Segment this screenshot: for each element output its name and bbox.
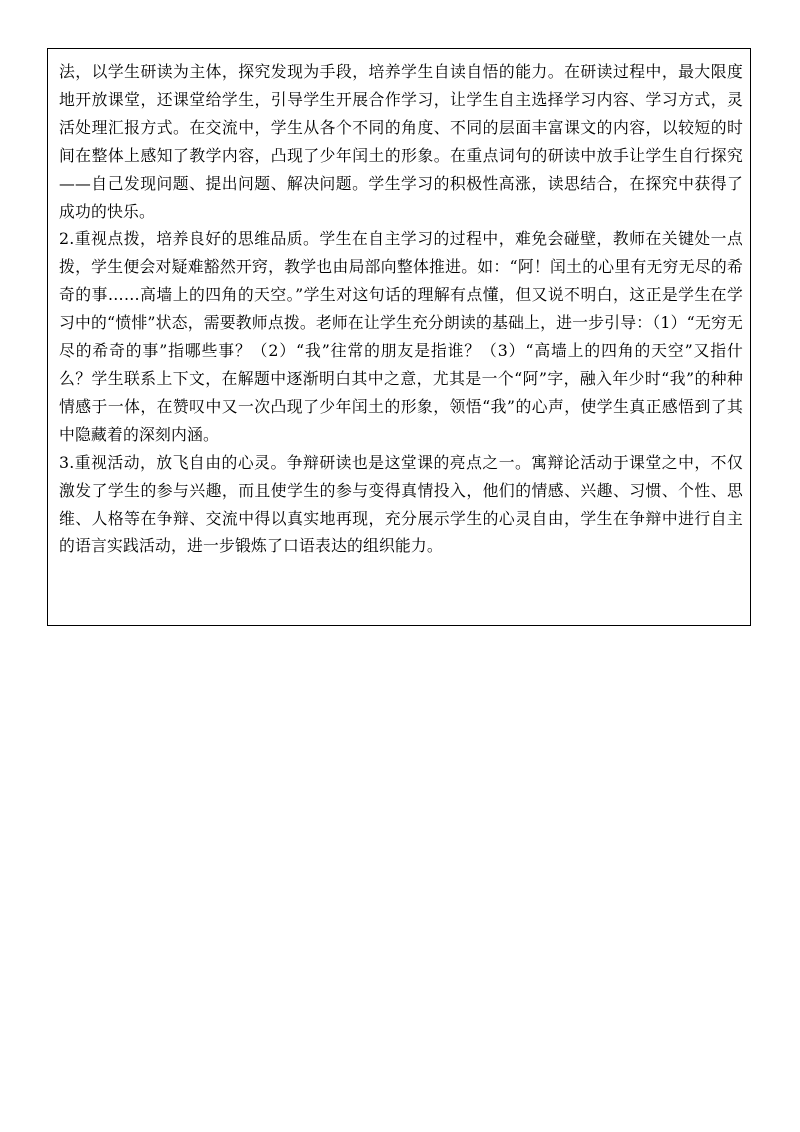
document-content	[59, 58, 743, 560]
paragraph-guidance: 2.重视点拨，培养良好的思维品质。学生在自主学习的过程中，难免会碰壁，教师在关键处一点拨，学生便会对疑难豁然开窍，教学也由局部向整体推进。如：“阿！闰土的心里有无穷无尽的希奇的事……高墙上的四角的天空。”学生对这句话的理解有点懂，但又说不明白，这正是学生在学习中的“愤悱”状态，需要教师点拨。老师在让学生充分朗读的基础上，进一步引导：（1）“无穷无尽的希奇的事”指哪些事？（2）“我”往常的朋友是指谁？（3）“高墙上的四角的天空”又指什么？学生联系上下文，在解题中逐渐明白其中之意，尤其是一个“阿”字，融入年少时“我”的种种情感于一体，在赞叹中又一次凸现了少年闰土的形象，领悟“我”的心声，使学生真正感悟到了其中隐藏着的深刻内涵。	[59, 229, 743, 444]
document-table-cell	[47, 48, 751, 626]
paragraph-inquiry-method: 法，以学生研读为主体，探究发现为手段，培养学生自读自悟的能力。在研读过程中，最大限度地开放课堂，还课堂给学生，引导学生开展合作学习，让学生自主选择学习内容、学习方式，灵活处理汇报方式。在交流中，学生从各个不同的角度、不同的层面丰富课文的内容，以较短的时间在整体上感知了教学内容，凸现了少年闰土的形象。在重点词句的研读中放手让学生自行探究——自己发现问题、提出问题、解决问题。学生学习的积极性高涨，读思结合，在探究中获得了成功的快乐。	[59, 62, 743, 221]
paragraph-activities: 3.重视活动，放飞自由的心灵。争辩研读也是这堂课的亮点之一。寓辩论活动于课堂之中，不仅激发了学生的参与兴趣，而且使学生的参与变得真情投入，他们的情感、兴趣、习惯、个性、思维、人格等在争辩、交流中得以真实地再现，充分展示学生的心灵自由，学生在争辩中进行自主的语言实践活动，进一步锻炼了口语表达的组织能力。	[59, 452, 743, 556]
